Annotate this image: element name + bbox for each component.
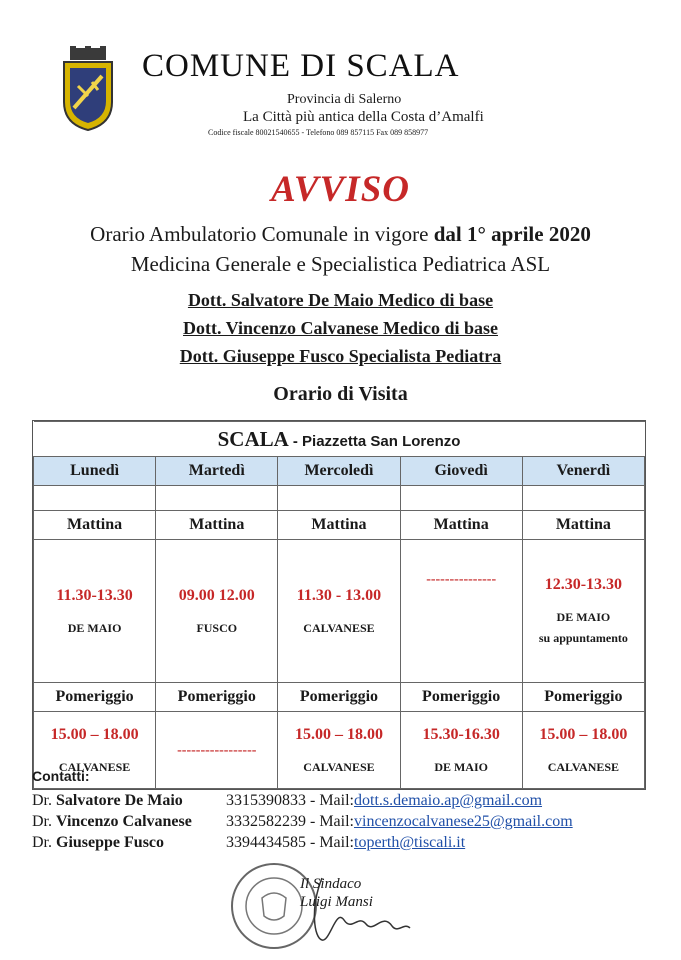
notice-line-1-text: Orario Ambulatorio Comunale in vigore [90, 222, 434, 246]
contact-phone: 3315390833 - Mail: [226, 792, 354, 809]
slot-doctor: DE MAIO [556, 610, 611, 624]
slot-empty: --------------- [426, 572, 497, 587]
contacts-heading: Contatti: [32, 768, 90, 784]
slot-empty: ----------------- [177, 743, 257, 758]
afternoon-label: Pomeriggio [34, 683, 156, 712]
visit-hours-heading: Orario di Visita [273, 383, 408, 405]
slot-time: 11.30-13.30 [56, 586, 133, 604]
slot-time: 09.00 12.00 [178, 586, 255, 604]
slot-time: 15.30-16.30 [422, 725, 500, 743]
contact-email-link[interactable]: vincenzocalvanese25@gmail.com [354, 813, 573, 830]
notice-line-1 [0, 222, 681, 247]
day-header: Mercoledì [278, 457, 400, 486]
fiscal-info: Codice fiscale 80021540655 - Telefono 089 857115 Fax 089 858977 [208, 128, 429, 137]
doctor-2: Dott. Vincenzo Calvanese Medico di base [183, 318, 498, 338]
contact-name [32, 813, 226, 831]
contact-name [32, 792, 226, 810]
blank-cell [156, 486, 278, 511]
signature-role: Il Sindaco [300, 876, 362, 892]
province: Provincia di Salerno [287, 92, 402, 107]
morning-label: Mattina [400, 511, 522, 540]
blank-cell [400, 486, 522, 511]
slot-doctor: CALVANESE [547, 759, 620, 774]
location-name: SCALA [217, 426, 288, 451]
day-header: Giovedì [400, 457, 522, 486]
morning-slot [522, 540, 644, 683]
town-name: COMUNE DI SCALA [142, 48, 460, 84]
slot-doctor: CALVANESE [303, 620, 375, 635]
slot-doctor: DE MAIO [67, 620, 122, 635]
notice-date: dal 1° aprile 2020 [433, 222, 591, 246]
day-header: Lunedì [34, 457, 156, 486]
slot-doctor: CALVANESE [303, 759, 375, 774]
morning-label: Mattina [522, 511, 644, 540]
morning-slot [156, 540, 278, 683]
contact-fullname: Vincenzo Calvanese [56, 813, 192, 830]
morning-label: Mattina [278, 511, 400, 540]
contact-title: Dr. [32, 813, 56, 830]
afternoon-label: Pomeriggio [278, 683, 400, 712]
motto: La Città più antica della Costa d’Amalfi [243, 109, 484, 125]
contacts-section [32, 768, 573, 855]
morning-label: Mattina [34, 511, 156, 540]
morning-label: Mattina [156, 511, 278, 540]
morning-slot [278, 540, 400, 683]
contact-name [32, 834, 226, 852]
blank-cell [522, 486, 644, 511]
day-header: Venerdì [522, 457, 644, 486]
contact-email-link[interactable]: toperth@tiscali.it [354, 834, 466, 851]
slot-time: 15.00 – 18.00 [539, 725, 628, 743]
slot-doctor: FUSCO [196, 620, 238, 635]
contact-row [32, 813, 573, 834]
afternoon-label: Pomeriggio [400, 683, 522, 712]
slot-note: su appuntamento [538, 631, 628, 645]
municipal-crest-icon [58, 46, 118, 132]
blank-cell [34, 486, 156, 511]
slot-time: 11.30 - 13.00 [296, 586, 382, 604]
contact-title: Dr. [32, 792, 56, 809]
schedule-table [32, 420, 646, 790]
signature-block [300, 875, 373, 911]
notice-line-2: Medicina Generale e Specialistica Pediatrica ASL [130, 252, 551, 276]
contact-email-link[interactable]: dott.s.demaio.ap@gmail.com [354, 792, 543, 809]
location-sub: - Piazzetta San Lorenzo [292, 432, 461, 450]
doctor-3: Dott. Giuseppe Fusco Specialista Pediatra [179, 346, 502, 366]
afternoon-label: Pomeriggio [156, 683, 278, 712]
slot-time: 12.30-13.30 [544, 576, 623, 593]
morning-slot [34, 540, 156, 683]
contact-row [32, 792, 573, 813]
slot-doctor: CALVANESE [58, 759, 131, 774]
blank-cell [278, 486, 400, 511]
contact-row [32, 834, 573, 855]
afternoon-label: Pomeriggio [522, 683, 644, 712]
signature-name: Luigi Mansi [300, 894, 373, 910]
schedule-location [34, 422, 645, 457]
contact-phone: 3394434585 - Mail: [226, 834, 354, 851]
slot-time: 15.00 – 18.00 [294, 725, 383, 743]
doctor-1: Dott. Salvatore De Maio Medico di base [187, 290, 494, 310]
slot-doctor: DE MAIO [434, 759, 488, 774]
slot-time: 15.00 – 18.00 [50, 725, 139, 743]
day-header: Martedì [156, 457, 278, 486]
notice-title: AVVISO [271, 169, 410, 210]
contact-fullname: Salvatore De Maio [56, 792, 183, 809]
contact-phone: 3332582239 - Mail: [226, 813, 354, 830]
contact-title: Dr. [32, 834, 56, 851]
contact-fullname: Giuseppe Fusco [56, 834, 165, 851]
morning-slot [400, 540, 522, 683]
